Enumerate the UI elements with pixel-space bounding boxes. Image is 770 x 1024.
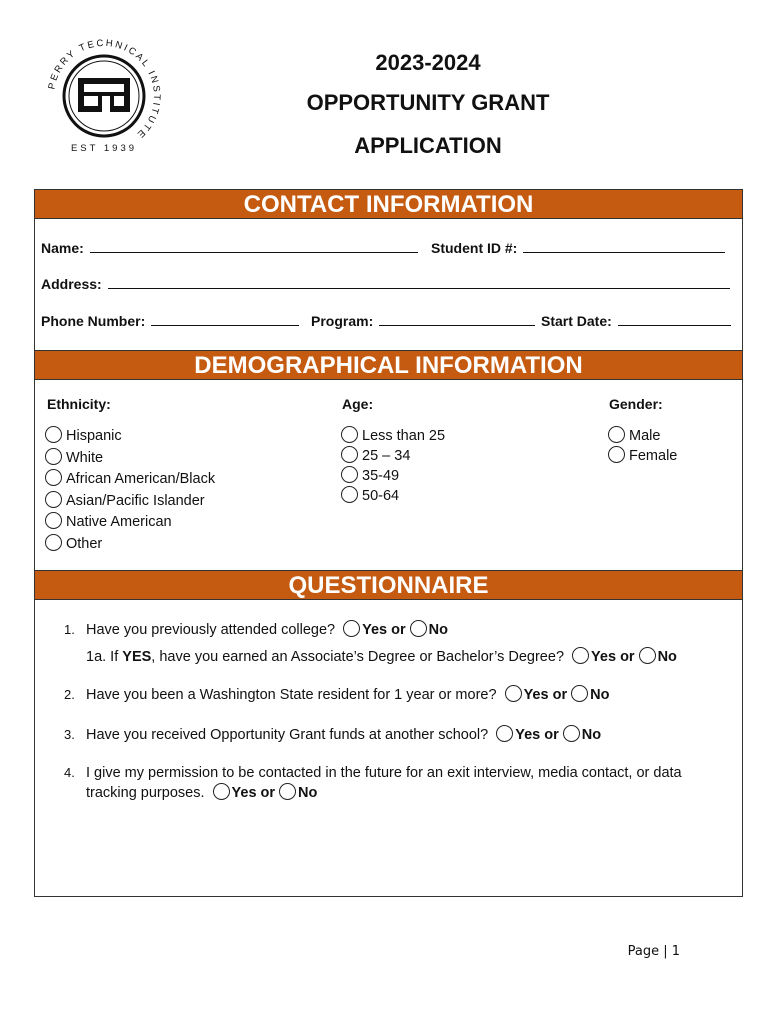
radio-circle-icon[interactable] bbox=[341, 486, 358, 503]
radio-circle-icon[interactable] bbox=[45, 448, 62, 465]
gender-option-female[interactable]: Female bbox=[608, 446, 677, 466]
ethnicity-option-african-american[interactable]: African American/Black bbox=[45, 469, 215, 489]
no-radio-icon[interactable] bbox=[563, 725, 580, 742]
start-date-label: Start Date: bbox=[541, 313, 612, 329]
radio-circle-icon[interactable] bbox=[608, 426, 625, 443]
radio-circle-icon[interactable] bbox=[45, 491, 62, 508]
radio-circle-icon[interactable] bbox=[341, 426, 358, 443]
no-radio-icon[interactable] bbox=[639, 647, 656, 664]
name-line[interactable] bbox=[90, 241, 418, 253]
yes-radio-icon[interactable] bbox=[496, 725, 513, 742]
question-3: 3. Have you received Opportunity Grant funds at another school? Yes or No bbox=[64, 727, 602, 743]
radio-circle-icon[interactable] bbox=[45, 469, 62, 486]
phone-line[interactable] bbox=[151, 314, 299, 326]
age-option-less-than-25[interactable]: Less than 25 bbox=[341, 426, 445, 446]
title-main: OPPORTUNITY GRANT bbox=[306, 90, 550, 115]
age-option-35-49[interactable]: 35-49 bbox=[341, 466, 399, 486]
page-number: Page | 1 bbox=[627, 944, 680, 959]
ethnicity-option-white[interactable]: White bbox=[45, 448, 103, 468]
contact-information-header: CONTACT INFORMATION bbox=[34, 189, 743, 219]
question-1: 1. Have you previously attended college? Yes or No bbox=[64, 622, 448, 638]
gender-option-male[interactable]: Male bbox=[608, 426, 660, 446]
name-field[interactable] bbox=[41, 240, 418, 256]
phone-label: Phone Number: bbox=[41, 313, 146, 329]
title-sub: APPLICATION bbox=[354, 133, 502, 158]
no-radio-icon[interactable] bbox=[571, 685, 588, 702]
program-field[interactable] bbox=[311, 313, 535, 329]
question-1a: 1a. If YES, have you earned an Associate’s Degree or Bachelor’s Degree? Yes or No bbox=[86, 649, 677, 665]
ethnicity-option-other[interactable]: Other bbox=[45, 534, 102, 554]
radio-circle-icon[interactable] bbox=[45, 534, 62, 551]
radio-circle-icon[interactable] bbox=[341, 466, 358, 483]
age-option-25-34[interactable]: 25 – 34 bbox=[341, 446, 410, 466]
address-field[interactable] bbox=[41, 276, 730, 292]
demographical-information-header: DEMOGRAPHICAL INFORMATION bbox=[34, 350, 743, 380]
logo-ring-text: PERRY TECHNICAL INSTITUTE bbox=[46, 37, 163, 141]
question-4: 4. I give my permission to be contacted in the future for an exit interview, media contact, or data bbox=[64, 765, 682, 781]
radio-circle-icon[interactable] bbox=[45, 512, 62, 529]
radio-circle-icon[interactable] bbox=[341, 446, 358, 463]
ethnicity-option-native-american[interactable]: Native American bbox=[45, 512, 172, 532]
start-date-field[interactable] bbox=[541, 313, 731, 329]
address-label: Address: bbox=[41, 276, 102, 292]
yes-radio-icon[interactable] bbox=[572, 647, 589, 664]
yes-radio-icon[interactable] bbox=[505, 685, 522, 702]
age-option-50-64[interactable]: 50-64 bbox=[341, 486, 399, 506]
questionnaire-header: QUESTIONNAIRE bbox=[34, 570, 743, 600]
gender-label: Gender: bbox=[609, 396, 663, 412]
start-date-line[interactable] bbox=[618, 314, 731, 326]
title-year: 2023-2024 bbox=[375, 50, 481, 75]
ethnicity-option-hispanic[interactable]: Hispanic bbox=[45, 426, 122, 446]
yes-radio-icon[interactable] bbox=[343, 620, 360, 637]
radio-circle-icon[interactable] bbox=[45, 426, 62, 443]
program-label: Program: bbox=[311, 313, 374, 329]
radio-circle-icon[interactable] bbox=[608, 446, 625, 463]
yes-radio-icon[interactable] bbox=[213, 783, 230, 800]
student-id-label: Student ID #: bbox=[431, 240, 518, 256]
age-label: Age: bbox=[342, 396, 374, 412]
question-2: 2. Have you been a Washington State resident for 1 year or more? Yes or No bbox=[64, 687, 610, 703]
name-label: Name: bbox=[41, 240, 84, 256]
ethnicity-label: Ethnicity: bbox=[47, 396, 111, 412]
phone-field[interactable] bbox=[41, 313, 299, 329]
no-radio-icon[interactable] bbox=[410, 620, 427, 637]
program-line[interactable] bbox=[379, 314, 535, 326]
student-id-field[interactable] bbox=[431, 240, 725, 256]
no-radio-icon[interactable] bbox=[279, 783, 296, 800]
address-line[interactable] bbox=[108, 277, 730, 289]
logo-est-text: EST 1939 bbox=[70, 143, 138, 154]
question-4-continued: tracking purposes. Yes or No bbox=[86, 785, 318, 801]
student-id-line[interactable] bbox=[523, 241, 725, 253]
ethnicity-option-asian-pacific[interactable]: Asian/Pacific Islander bbox=[45, 491, 205, 511]
